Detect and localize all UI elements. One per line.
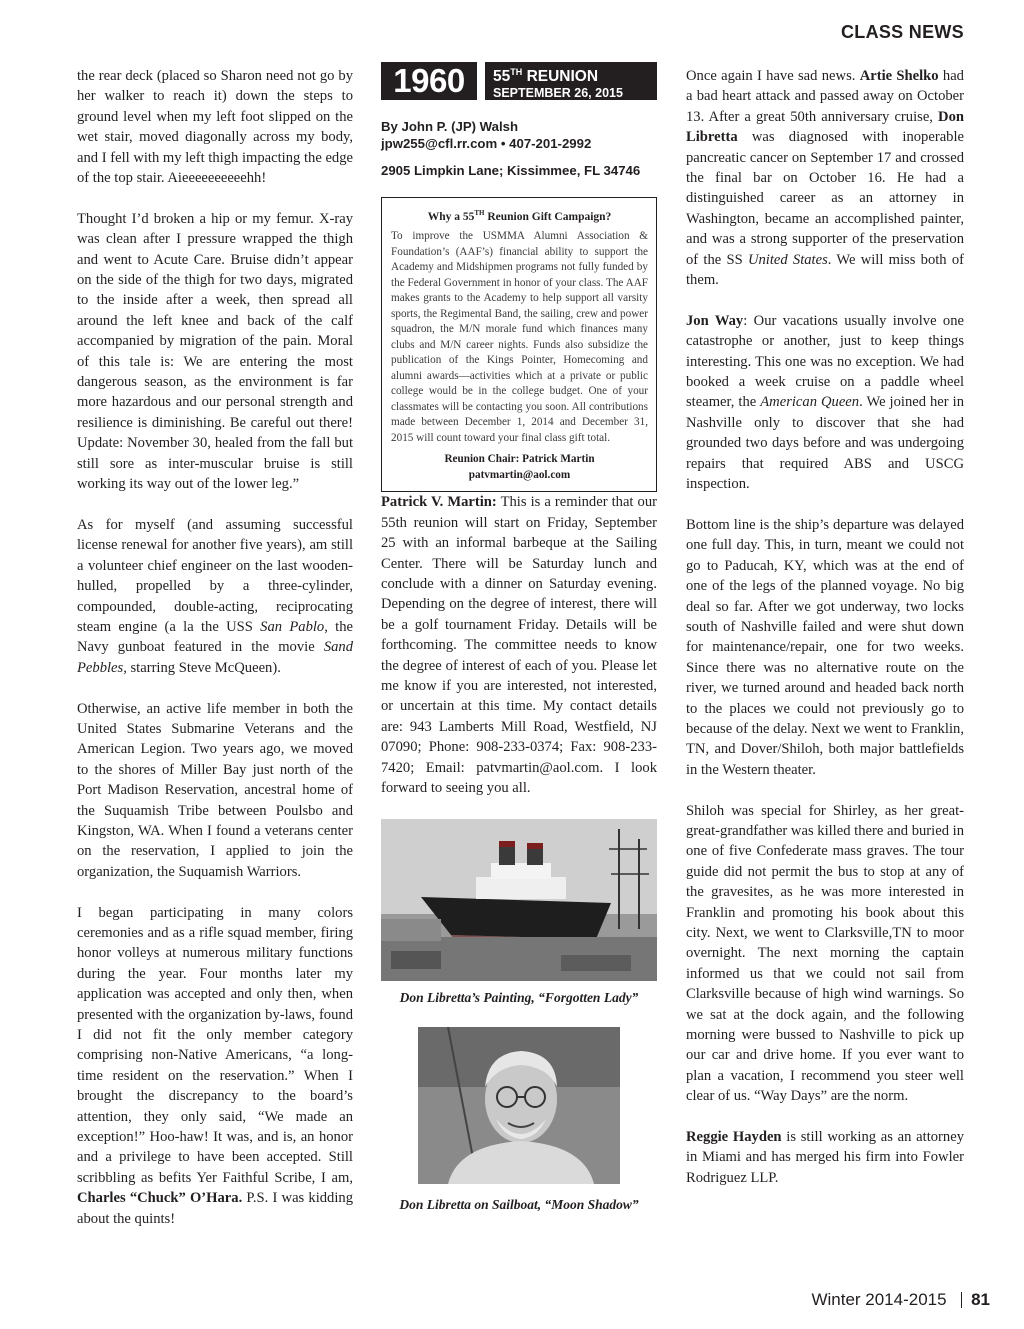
issue-label: Winter 2014-2015 <box>811 1290 947 1309</box>
paragraph: the rear deck (placed so Sharon need not go by her walker to reach it) down the steps to ground level when my left foot slipped on the wet stair, moved diagonally across my body, and I fell with my left thigh impacting the edge of the top stair. Aieeeeeeeeeehh! <box>77 68 353 187</box>
footer-divider <box>961 1292 963 1308</box>
gift-box-body: To improve the USMMA Alumni Association & Foundation’s (AAF’s) financial ability to support the Academy and Midshipmen programs not fully funded by the Federal Government in honor of your class. The AAF makes grants to the Academy to help support all varsity sports, the Regimental Band, the sailing, crew and power squadron, the M/N morale fund which finances many clubs and M/N career nights. Funds also subsidize the publication of the Kings Pointer, Homecoming and alumni awards—activities which at a private or public college would be in the college budget. One of your classmates will be contacting you soon. All contributions made between December 1, 2014 and December 31, 2015 will count toward your final class gift total. <box>391 230 648 444</box>
classmate-name: Don Libretta <box>686 108 964 146</box>
column-2 <box>381 62 657 1214</box>
ship-name: San Pablo <box>260 618 325 635</box>
author-name: Patrick V. Martin: <box>381 494 497 511</box>
paragraph: Patrick V. Martin: This is a reminder that our 55th reunion will start on Friday, September 25 with an informal barbeque at the Sailing Center. There will be Saturday lunch and conclude with a dinner on Saturday evening. Depending on the degree of interest, there will be a golf tournament Friday. Details will be forthcoming. The committee needs to know the degree of interest of each of you. Please let me know if you are interested, not interested, or uncertain at this time. My contact details are: 943 Lamberts Mill Road, Westfield, NJ 07090; Phone: 908-233-0374; Fax: 908-233-7420; Email: patvmartin@aol.com. I look forward to seeing you all. <box>381 494 657 797</box>
paragraph: Otherwise, an active life member in both the United States Submarine Veterans and the American Legion. Two years ago, we moved to the shores of Miller Bay just north of the Port Madison Reservation, ancestral home of the Suquamish Tribe between Poulsbo and Kingston, WA. When I found a veterans center on the reservation, I applied to join the organization, the Suquamish Warriors. <box>77 700 353 880</box>
paragraph: Bottom line is the ship’s departure was delayed one full day. This, in turn, meant we could not go to Paducah, KY, which was at the end of one of the legs of the planned voyage. No big deal so far. After we got underway, two locks south of Nashville failed and were shut down for maintenance/repair, one for two weeks. Since there was no alternative route on the river, we turned around and headed back north to the places we could not previously go to because of the delay. Next we went to Franklin, TN, and Dover/Shiloh, both major battlefields in the Western theater. <box>686 516 964 778</box>
paragraph: Jon Way: Our vacations usually involve one catastrophe or another, just to keep things interesting. This one was no exception. We had booked a week cruise on a paddle wheel steamer, the American Queen. We joined her in Nashville only to discover that she had grounded two days before and was undergoing repairs that required ABS and USCG inspection. <box>686 312 964 493</box>
classmate-name: Jon Way <box>686 312 744 329</box>
paragraph: Reggie Hayden is still working as an attorney in Miami and has merged his firm into Fowler Rodriguez LLP. <box>686 1129 964 1186</box>
movie-title: Sand Pebbles <box>77 639 353 676</box>
classmate-name: Reggie Hayden <box>686 1129 782 1146</box>
paragraph: Once again I have sad news. Artie Shelko had a bad heart attack and passed away on October 13. After a great 50th anniversary cruise, Don Libretta was diagnosed with inoperable pancreatic cancer on September 17 and crossed the final bar on October 16. He had a distinguished career as an attorney in Washington, became an accomplished painter, and was a strong supporter of the preservation of the SS United States. We will miss both of them. <box>686 68 964 289</box>
page-number: 81 <box>971 1290 990 1309</box>
class-scribe: By John P. (JP) Walsh <box>381 119 519 134</box>
gift-box-title: Why a 55TH Reunion Gift Campaign? <box>427 209 612 223</box>
column-3 <box>686 66 964 1209</box>
reunion-date: SEPTEMBER 26, 2015 <box>493 86 623 101</box>
scribe-address: 2905 Limpkin Lane; Kissimmee, FL 34746 <box>381 163 641 178</box>
paragraph: As for myself (and assuming successful license renewal for another five years), am still a volunteer chief engineer on the last wooden-hulled, propelled by a three-cylinder, compounded, double-acting, reciprocating steam engine (a la the USS San Pablo, the Navy gunboat featured in the movie Sand Pebbles, starring Steve McQueen). <box>77 516 353 676</box>
paragraph: Thought I’d broken a hip or my femur. X-ray was clean after I pressure wrapped the thigh and went to Acute Care. Bruise didn’t appear on the side of the thigh for two days, migrated to the inside after a week, then spread all around the left knee and back of the calf accompanied by migration of the pain. Moral of this tale is: We are entering the most dangerous season, as the environment is far more hazardous and our personal strength and resilience is diminishing. Be careful out there! Update: November 30, healed from the fall but still sore as inter-muscular bruise is still working its way out of the lower leg.” <box>77 210 353 493</box>
page-footer <box>811 1290 990 1310</box>
reunion-banner: 55TH REUNION SEPTEMBER 26, 2015 <box>485 62 657 100</box>
reunion-chair-email: patvmartin@aol.com <box>468 468 571 481</box>
byline <box>381 118 657 179</box>
portrait-image <box>418 1027 620 1184</box>
classmate-name: Artie Shelko <box>859 68 939 84</box>
painting-caption: Don Libretta’s Painting, “Forgotten Lady” <box>399 989 639 1005</box>
painting-photo <box>381 819 657 981</box>
class-year: 1960 <box>381 62 477 100</box>
reunion-chair: Reunion Chair: Patrick Martin <box>444 453 595 466</box>
paragraph: I began participating in many colors ceremonies and as a rifle squad member, firing honor volleys at numerous military functions during the year. Four months later my application was accepted and only then, when presented with the organization by-laws, found I did not fit the only member category comprising non-Native Americans, “a long-time resident on the reservation.” When I brought the discrepancy to the board’s attention, they only said, “We made an exception!” Hoo-haw! It was, and is, an honor and a privilege to have been accepted. Still scribbling as befits Yer Faithful Scribe, I am, Charles “Chuck” O’Hara. P.S. I was kidding about the quints! <box>77 904 353 1227</box>
column-1 <box>77 66 353 1249</box>
author-name: Charles “Chuck” O’Hara. <box>77 1190 243 1207</box>
gift-campaign-box <box>381 197 657 492</box>
scribe-contact: jpw255@cfl.rr.com • 407-201-2992 <box>381 136 592 151</box>
paragraph: Shiloh was special for Shirley, as her great-great-grandfather was killed there and buried in one of five Confederate mass graves. The tour guide did not permit the bus to stop at any of the gravesites, as he was more interested in Franklin and promoting his book about this city. Next, we went to Clarksville,TN to moor overnight. The next morning the captain informed us that we could not sail from Clarksville because of high wind warnings. So we sat at the dock again, and the following morning were bussed to Nashville to pick up our car and drive home. If you ever want to plan a vacation, I recommend you steer well clear of us. “Way Days” are the norm. <box>686 802 964 1105</box>
portrait-caption: Don Libretta on Sailboat, “Moon Shadow” <box>399 1196 639 1212</box>
ship-name: American Queen <box>760 394 860 411</box>
class-header <box>381 62 657 100</box>
section-label: CLASS NEWS <box>840 22 964 42</box>
ship-painting-image <box>381 819 657 981</box>
ship-name: United States <box>747 251 828 268</box>
portrait-photo <box>418 1027 620 1184</box>
